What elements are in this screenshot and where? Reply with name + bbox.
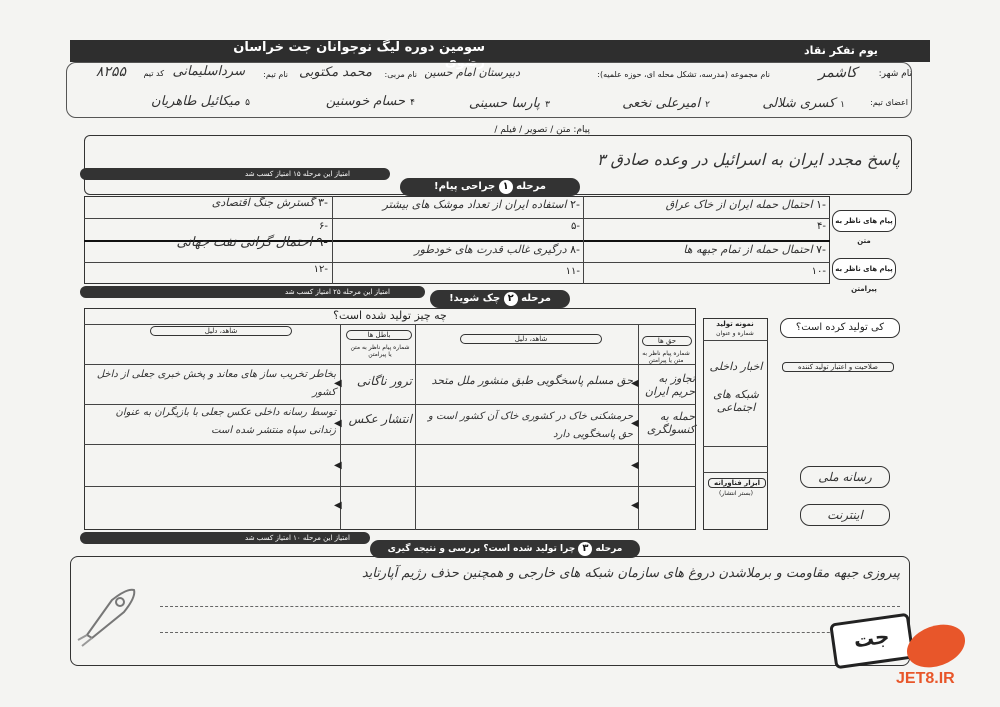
team-value: سرداسلیمانی	[172, 64, 245, 79]
arrow-icon: ◀	[334, 500, 342, 511]
cell-11-num: -۱۱	[565, 266, 580, 277]
producer-2: شبکه های اجتماعی	[713, 388, 759, 414]
cell-4-num: -۴	[817, 221, 826, 232]
member-5	[95, 90, 250, 109]
who-question: کی تولید کرده است؟	[780, 318, 900, 338]
producer-column	[703, 318, 768, 530]
cell-3	[88, 196, 328, 209]
cell-4	[586, 221, 826, 232]
cell-10	[586, 266, 826, 277]
arrow-icon: ◀	[631, 378, 639, 389]
stage3-text: پیروزی جبهه مقاومت و برملاشدن دروغ های سازمان شبکه های خارجی و همچنین حذف رژیم آپارتاید	[361, 566, 900, 581]
stage2-badge	[430, 290, 570, 308]
row4-evidence	[418, 494, 633, 506]
cell-7	[586, 243, 826, 256]
row2-evidence: حرمشکنی خاک در کشوری خاک آن کشور است و حق پاسخگویی دارد	[427, 411, 633, 440]
row2-truth: حمله به کنسولگری	[646, 410, 695, 436]
row1-evidence: حق مسلم پاسخگویی طبق منشور ملل متحد	[431, 374, 633, 387]
tools-sub: (بستر انتشار)	[719, 490, 753, 497]
row2-falsehood: انتشار عکس	[348, 412, 412, 426]
cell-5	[336, 221, 580, 232]
cell-8-text: درگیری غالب قدرت های خودطور	[414, 243, 567, 256]
arrow-icon: ◀	[334, 418, 342, 429]
col-header-falsehoods: باطل ها	[346, 330, 412, 340]
member-2-num: ۲	[705, 100, 710, 110]
stage1-badge-title: جراحی پیام!	[434, 181, 496, 192]
row2-evidence2: توسط رسانه داخلی عکس جعلی با بازیگران به عنوان زندانی سپاه منتشر شده است	[115, 407, 336, 436]
member-4-num: ۴	[410, 98, 415, 108]
cell-9-num: -۹	[316, 235, 328, 250]
row-label-paratext: پیام های ناظر به پیرامتن	[832, 258, 896, 280]
member-4	[255, 90, 415, 109]
jet-logo-text: جت	[852, 623, 891, 653]
row4-evidence2	[88, 494, 336, 506]
cell-3-num: -۳	[318, 196, 328, 209]
stage1-score-note: امتیاز این مرحله ۱۵ امتیاز کسب شد	[245, 170, 350, 178]
member-3-num: ۳	[545, 100, 550, 110]
col-header-evidence: شاهد، دلیل	[460, 334, 602, 344]
row4-falsehood	[344, 494, 412, 506]
arrow-icon: ◀	[631, 460, 639, 471]
watermark-text: JET8.IR	[896, 670, 955, 687]
team-field-label: نام تیم:	[263, 70, 288, 79]
col-header-falsehoods-sub: شماره پیام ناظر به متن یا پیرامتن	[350, 344, 410, 358]
stage2-badge-title: چک شوید!	[449, 293, 501, 304]
cell-8	[336, 243, 580, 256]
col-header-evidence2: شاهد، دلیل	[150, 326, 292, 336]
stage2-question: چه چیز تولید شده است؟	[333, 309, 447, 322]
member-1-name: کسری شلالی	[762, 96, 836, 111]
code-field-label: کد تیم	[143, 69, 164, 78]
cell-2-text: استفاده ایران از تعداد موشک های بیشتر	[382, 198, 567, 211]
cell-2	[336, 198, 580, 211]
cell-3-text: گسترش جنگ اقتصادی	[211, 196, 315, 209]
member-5-name: میکائیل طاهریان	[151, 94, 241, 109]
code-value: ۸۲۵۵	[95, 64, 126, 80]
tools-label: ابزار فناورانه	[708, 478, 766, 488]
producer-1: اخبار داخلی	[709, 360, 763, 373]
stage1-badge	[400, 178, 580, 196]
row3-evidence2	[88, 452, 336, 464]
stage2-badge-text: مرحله	[521, 293, 551, 304]
col-header-truths: حق ها	[642, 336, 692, 346]
cell-12-num: -۱۲	[313, 264, 328, 275]
stage2-score-note: امتیاز این مرحله ۲۵ امتیاز کسب شد	[285, 288, 390, 296]
producer-box-sub: شماره و عنوان	[716, 330, 754, 337]
row3-evidence	[418, 452, 633, 464]
member-2	[560, 92, 710, 111]
rocket-icon	[72, 580, 142, 650]
watermark-logo	[901, 617, 971, 675]
city-field-label: نام شهر:	[878, 69, 912, 79]
arrow-icon: ◀	[631, 418, 639, 429]
top-banner	[70, 40, 930, 70]
mentor-field-label: نام مربی:	[384, 70, 417, 79]
row1-falsehood: ترور ناگانی	[356, 374, 412, 388]
member-2-name: امیرعلی نخعی	[622, 96, 701, 111]
brand-label: یوم تفکر نقاد	[804, 44, 878, 57]
tool-1: رسانه ملی	[800, 466, 890, 488]
row3-falsehood	[344, 452, 412, 464]
tool-2: اینترنت	[800, 504, 890, 526]
stage3-badge-num: ۳	[578, 542, 592, 556]
mentor-value: محمد مکتوبی	[298, 65, 372, 80]
member-3-name: پارسا حسینی	[468, 96, 541, 111]
cell-7-text: احتمال حمله از تمام جبهه ها	[683, 243, 813, 256]
message-type-label: پیام: متن / تصویر / فیلم /	[494, 125, 590, 135]
row-label-text: پیام های ناظر به متن	[832, 210, 896, 232]
stage3-badge-text: مرحله	[595, 544, 623, 554]
arrow-icon: ◀	[334, 460, 342, 471]
member-4-name: حسام خوسنین	[325, 94, 406, 109]
cell-10-num: -۱۰	[811, 266, 826, 277]
cell-6-num: -۶	[319, 221, 328, 232]
city-value: کاشمر	[818, 65, 857, 81]
cell-7-num: -۷	[816, 243, 826, 256]
arrow-icon: ◀	[631, 500, 639, 511]
producer-box-label: نمونه تولید	[716, 320, 754, 328]
title-label: سومین دوره لیگ نوجوانان جت خراسان رضوی	[233, 40, 485, 70]
cell-12	[88, 264, 328, 275]
row4-truth	[640, 494, 695, 506]
member-3	[420, 92, 550, 111]
stage2-badge-num: ۲	[504, 292, 518, 306]
cell-11	[336, 266, 580, 277]
stage3-badge-title: چرا تولید شده است؟ بررسی و نتیجه گیری	[387, 544, 576, 554]
member-1	[715, 92, 845, 111]
cell-1-text: احتمال حمله ایران از خاک عراق	[665, 198, 813, 211]
cell-9	[88, 235, 328, 250]
row1-truth: تجاوز به حریم ایران	[644, 372, 695, 398]
stage3-score-note: امتیاز این مرحله ۱۰ امتیاز کسب شد	[245, 534, 350, 542]
cell-9-text: احتمال گرانی نفت جهانی	[176, 235, 313, 250]
row1-evidence2: بخاطر تخریب ساز های معاند و پخش خبری جعلی از داخل کشور	[96, 369, 336, 398]
cell-1	[586, 198, 826, 211]
cell-8-num: -۸	[570, 243, 580, 256]
member-5-num: ۵	[245, 98, 250, 108]
arrow-icon: ◀	[334, 378, 342, 389]
row3-truth	[640, 452, 695, 464]
cell-6	[88, 221, 328, 232]
cell-2-num: -۲	[570, 198, 580, 211]
cell-1-num: -۱	[816, 198, 826, 211]
stage1-badge-text: مرحله	[516, 181, 546, 192]
col-header-truths-sub: شماره پیام ناظر به متن یا پیرامتن	[642, 350, 690, 364]
group-value: دبیرستان امام حسین	[424, 66, 520, 79]
stage1-badge-num: ۱	[499, 180, 513, 194]
credibility-label: صلاحیت و اعتبار تولید کننده	[782, 362, 894, 372]
message-text: پاسخ مجدد ایران به اسرائیل در وعده صادق ۳	[596, 150, 900, 169]
members-label: اعضای تیم:	[870, 98, 908, 107]
member-1-num: ۱	[840, 100, 845, 110]
cell-5-num: -۵	[571, 221, 580, 232]
group-field-label: نام مجموعه (مدرسه، تشکل محله ای، حوزه علمیه):	[597, 70, 770, 79]
